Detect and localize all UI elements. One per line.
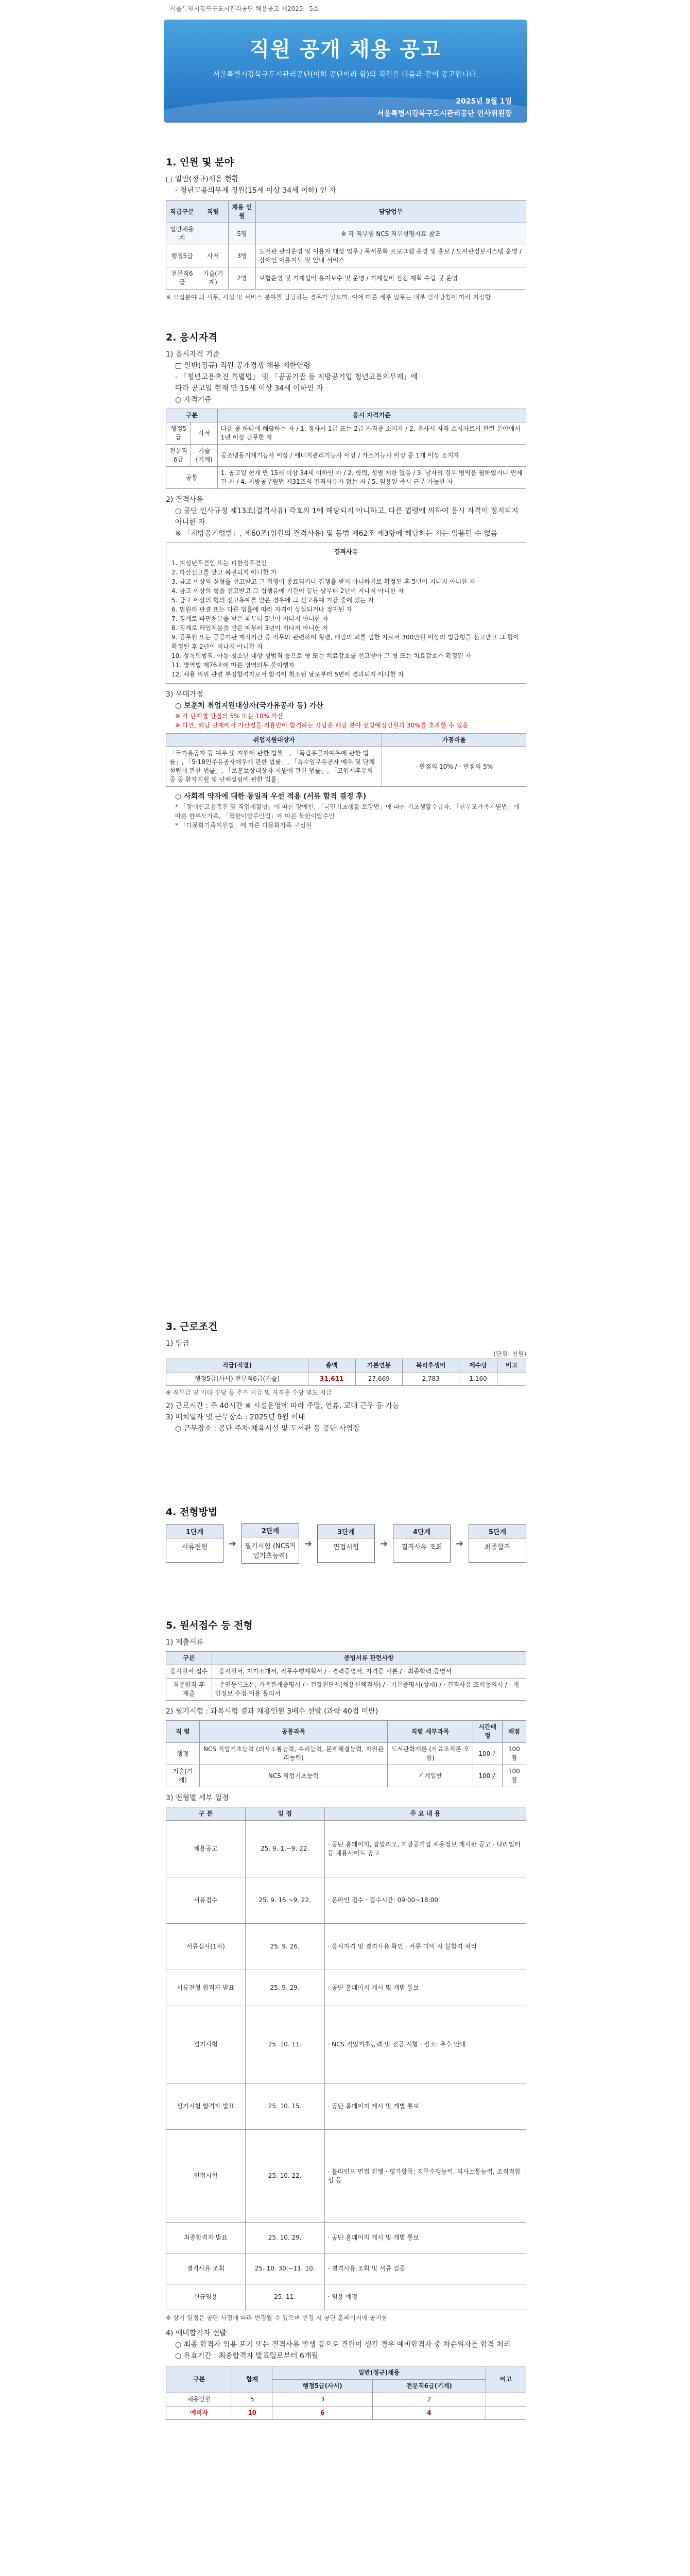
table-cell: 1,160 — [459, 1372, 497, 1386]
arrow-right-icon: ➔ — [380, 1538, 388, 1549]
table-cell: · 블라인드 면접 진행 · 평가항목: 직무수행능력, 의사소통능력, 조직적합성 등 — [324, 2130, 526, 2223]
list-item: 8. 징계로 해임처분을 받은 때부터 3년이 지나지 아니한 자 — [171, 624, 329, 632]
step-label: 면접시험 — [333, 1544, 359, 1551]
table-cell: 도서관학개론 (자료조직론 포함) — [388, 1743, 473, 1765]
documents-table — [166, 1651, 526, 1701]
table-cell: 25. 9. 15.~9. 22. — [245, 1877, 324, 1924]
list-item: 9. 공무원 또는 공공기관 재직기간 중 직무와 관련하여 횡령, 배임의 죄를 범한 자로서 300만원 이상의 벌금형을 선고받고 그 형이 확정된 후 2년이 지나지 아니한 자 — [171, 634, 519, 650]
table-cell: 면접시험 — [166, 2130, 246, 2223]
section-title: 2. 응시자격 — [166, 332, 218, 343]
table-cell: 5 — [232, 2393, 272, 2406]
table-cell: NCS 직업기초능력 — [199, 1765, 388, 1787]
exam-table — [166, 1720, 526, 1787]
table-cell: 기술(기계) — [191, 445, 217, 467]
list-item: 10. 성폭력범죄, 아동·청소년 대상 성범죄 등으로 형 또는 치료감호를 선고받아 그 형 또는 치료감호가 확정된 자 — [171, 652, 472, 659]
text-line: □ 일반(정규) 직원 공개경쟁 채용 제한연령 — [175, 362, 310, 370]
text-line: ○ 공단 인사규정 제13조(결격사유) 각호의 1에 해당되지 아니하고, 다른 법령에 의하여 응시 자격이 정지되지 아니한 자 — [175, 507, 519, 527]
table-cell: 행정 — [166, 1743, 200, 1765]
table-header: 응시 자격기준 — [217, 409, 526, 422]
table-row — [166, 1924, 526, 1970]
table-cell: 기계일반 — [388, 1765, 473, 1787]
table-header: 담당업무 — [256, 201, 526, 223]
text-line: 3) 배치일자 및 근무장소 : 2025년 9월 이내 — [166, 1413, 305, 1421]
table-cell: 행정5급 — [166, 245, 198, 267]
reserve-table — [166, 2366, 526, 2420]
text-line: 따라 공고일 현재 만 15세 이상 34세 이하인 자 — [175, 384, 323, 393]
table-row — [166, 1765, 526, 1787]
text-line: 4) 예비합격자 선발 — [166, 2329, 227, 2337]
arrow-right-icon: ➔ — [304, 1538, 313, 1549]
text-line: 2) 결격사유 — [166, 496, 203, 504]
note: ※ 상기 일정은 공단 사정에 따라 변경될 수 있으며 변경 시 공단 홈페이지에 공지함 — [166, 2314, 388, 2321]
table-row — [166, 2083, 526, 2130]
table-header: 공통과목 — [199, 1721, 388, 1743]
page-subtitle: 서울특별시강북구도시관리공단(이하 공단이라 함)의 직원을 다음과 같이 공고합니다. — [213, 71, 478, 79]
text-line: - 청년고용의무제 정원(15세 이상 34세 이하) 인 자 — [175, 187, 336, 195]
table-cell: 최종합격 후 제출 — [166, 1679, 212, 1701]
text-line: 1) 제출서류 — [166, 1638, 203, 1647]
table-header: 전문직6급(기계) — [373, 2380, 486, 2393]
table-row — [166, 2284, 526, 2310]
table-cell: 도서관 관리운영 및 이용자 대상 업무 / 독서문화 프로그램 운영 및 홍보 / 도서관정보시스템 운영 / 장애인 이용지도 및 안내 서비스 — [256, 245, 526, 267]
table-cell: - 만점의 10% / - 만점의 5% — [382, 747, 526, 787]
section-positions — [166, 155, 526, 302]
table-cell: 신규임용 — [166, 2284, 246, 2310]
section-title: 4. 전형방법 — [166, 1506, 218, 1518]
page-title: 직원 공개 채용 공고 — [249, 38, 442, 61]
table-cell: 예비자 — [166, 2406, 232, 2420]
table-row — [166, 1970, 526, 2006]
table-cell: 전문직6급 — [166, 445, 191, 467]
qualification-table — [166, 409, 526, 489]
table-cell: 채용공고 — [166, 1821, 246, 1877]
table-cell: 「국가유공자 등 예우 및 지원에 관한 법률」, 「독립유공자예우에 관한 법률」, 「5·18민주유공자예우에 관한 법률」, 「특수임무유공자 예우 및 단체설립에 관한 법률」, 「보훈보상대상자 지원에 관한 법률」, 「고엽제후유의증 등 환자지원 및 단체설립에 관한 법률」 — [166, 747, 382, 787]
table-cell: 25. 11. — [245, 2284, 324, 2310]
process-step — [469, 1524, 526, 1563]
table-row — [166, 1821, 526, 1877]
table-header: 구분 — [166, 409, 218, 422]
table-header: 비고 — [486, 2366, 526, 2393]
table-header: 직급구분 — [166, 201, 198, 223]
text-line: ○ 사회적 약자에 대한 동일직 우선 적용 (서류 합격 결정 후) — [175, 792, 367, 801]
table-header: 직렬 — [198, 201, 228, 223]
table-header: 복리후생비 — [403, 1359, 459, 1372]
table-cell: 공조냉동기계기능사 이상 / 에너지관리기능사 이상 / 가스기능사 이상 중 1개 이상 소지자 — [217, 445, 526, 467]
table-header: 행정5급(사서) — [272, 2380, 373, 2393]
table-cell: · 공단 홈페이지, 잡알리오, 지방공기업 채용정보 게시판 공고 · 나라일터 등 채용사이트 공고 — [324, 1821, 526, 1877]
table-header: 주 요 내 용 — [324, 1807, 526, 1821]
table-cell: 사서 — [191, 422, 217, 445]
section-conditions — [166, 1319, 526, 1434]
table-row — [166, 267, 526, 290]
table-cell: 31,611 — [308, 1372, 355, 1386]
table-cell: 5명 — [228, 223, 256, 245]
step-label: 결격사유 조회 — [401, 1544, 442, 1551]
list-item: 3. 금고 이상의 실형을 선고받고 그 집행이 종료되거나 집행을 받지 아니하기로 확정된 후 5년이 지나지 아니한 자 — [171, 578, 476, 585]
table-cell — [497, 1372, 526, 1386]
table-cell: 서류접수 — [166, 1877, 246, 1924]
arrow-right-icon: ➔ — [228, 1538, 237, 1549]
table-cell: · 공단 홈페이지 게시 및 개별 통보 — [324, 2223, 526, 2253]
table-header: 구분 — [166, 1652, 212, 1665]
table-cell — [486, 2406, 526, 2420]
table-cell: 25. 10. 22. — [245, 2130, 324, 2223]
step-number: 4단계 — [393, 1525, 450, 1538]
bonus-table — [166, 733, 526, 787]
step-label: 필기시험 (NCS직업기초능력) — [245, 1543, 296, 1560]
table-row — [166, 467, 526, 489]
list-item: 4. 금고 이상의 형을 선고받고 그 집행유예 기간이 끝난 날부터 2년이 지나지 아니한 자 — [171, 587, 404, 595]
table-cell: 서류심사(1차) — [166, 1924, 246, 1970]
process-step — [242, 1523, 299, 1564]
table-cell: 6 — [272, 2406, 373, 2420]
text-line: 3) 전형별 세부 일정 — [166, 1794, 229, 1802]
text-line: - 「청년고용촉진 특별법」 및 「공공기관 등 지방공기업 청년고용의무제」에 — [175, 373, 418, 381]
table-row — [166, 223, 526, 245]
table-cell: 1. 공고일 현재 만 15세 이상 34세 이하인 자 / 2. 학력, 성별 제한 없음 / 3. 남자의 경우 병역을 필하였거나 면제된 자 / 4. 지방공무원법 제31조의 결격사유가 없는 자 / 5. 임용일 즉시 근무 가능한 자 — [217, 467, 526, 489]
text-line: 3) 우대가점 — [166, 690, 203, 699]
table-cell: 2명 — [228, 267, 256, 290]
table-row — [166, 747, 526, 787]
note: * 「장애인고용촉진 및 직업재활법」에 따른 장애인, 「국민기초생활 보장법」에 따른 기초생활수급자, 「한부모가족지원법」에 따른 한부모가족, 「북한이탈주민법」에 따른 북한이탈주민 — [175, 803, 520, 820]
table-cell: 기술(기계) — [198, 267, 228, 290]
text-line: ○ 근무장소 : 공단 주차·체육시설 및 도서관 등 공단 사업장 — [175, 1425, 360, 1433]
table-row — [166, 2393, 526, 2406]
table-header: 배점 — [502, 1721, 526, 1743]
list-item: 6. 법원의 판결 또는 다른 법률에 따라 자격이 상실되거나 정지된 자 — [171, 606, 352, 613]
table-row — [166, 445, 526, 467]
table-header: 직 렬 — [166, 1721, 200, 1743]
table-cell — [198, 223, 228, 245]
table-cell: 25. 9. 29. — [245, 1970, 324, 2006]
table-cell: 25. 10. 29. — [245, 2223, 324, 2253]
table-row — [166, 1372, 526, 1386]
text-line: ○ 자격기준 — [175, 396, 212, 404]
list-item: 2. 파산선고를 받고 복권되지 아니한 자 — [171, 569, 277, 576]
table-row — [166, 1877, 526, 1924]
box-title: 결격사유 — [334, 548, 358, 555]
process-step — [166, 1524, 223, 1563]
table-cell: ※ 각 직무별 NCS 직무설명자료 참조 — [256, 223, 526, 245]
table-header: 일 정 — [245, 1807, 324, 1821]
table-header: 합계 — [232, 2366, 272, 2393]
section-title: 1. 인원 및 분야 — [166, 157, 234, 168]
table-cell: 전문직6급 — [166, 267, 198, 290]
salary-table — [166, 1359, 526, 1386]
table-cell: 25. 9. 26. — [245, 1924, 324, 1970]
unit-label: (단위: 천원) — [493, 1350, 526, 1358]
table-header: 시간배정 — [473, 1721, 502, 1743]
table-row — [166, 1665, 526, 1679]
table-cell: 필기시험 합격자 발표 — [166, 2083, 246, 2130]
table-row — [166, 1743, 526, 1765]
hero-banner — [164, 20, 527, 123]
table-cell: 공통 — [166, 467, 218, 489]
table-cell: · 공단 홈페이지 게시 및 개별 통보 — [324, 1970, 526, 2006]
schedule-table — [166, 1807, 526, 2310]
announcement-org: 서울특별시강북구도시관리공단 인사위원장 — [377, 110, 512, 118]
step-label: 최종합격 — [484, 1544, 511, 1551]
table-cell: · NCS 직업기초능력 및 전공 시험 · 장소: 추후 안내 — [324, 2006, 526, 2083]
step-number: 3단계 — [318, 1525, 374, 1538]
table-cell: · 온라인 접수 · 접수시간: 09:00~18:00 — [324, 1877, 526, 1924]
table-row — [166, 422, 526, 445]
table-cell: 기술(기계) — [166, 1765, 200, 1787]
table-header: 직렬 세부과목 — [388, 1721, 473, 1743]
section-process — [166, 1504, 526, 1564]
table-row — [166, 2006, 526, 2083]
section-title: 5. 원서접수 등 전형 — [166, 1620, 253, 1631]
note: ※ 직무급 및 기타 수당 등 추가 지급 및 자격증 수당 별도 지급 — [166, 1389, 332, 1396]
table-cell: 2,783 — [403, 1372, 459, 1386]
table-cell: 100점 — [502, 1743, 526, 1765]
text-line: 2) 필기시험 : 과목시험 결과 채용인원 3배수 선발 (과락 40점 미만) — [166, 1707, 378, 1716]
table-cell: 필기시험 — [166, 2006, 246, 2083]
text-line: ※ 「지방공기업법」, 제60조(임원의 결격사유) 및 동법 제62조 제3항에 해당하는 자는 임용될 수 없음 — [175, 530, 498, 538]
process-step — [393, 1524, 451, 1563]
table-header: 총액 — [308, 1359, 355, 1372]
text-line: 1) 임금 — [166, 1340, 189, 1348]
section-title: 3. 근로조건 — [166, 1321, 218, 1332]
table-header: 직급(직렬) — [166, 1359, 308, 1372]
table-cell: 25. 10. 30.~11. 10. — [245, 2253, 324, 2284]
disqualification-box — [166, 543, 526, 684]
table-header: 비고 — [497, 1359, 526, 1372]
table-cell: 10 — [232, 2406, 272, 2420]
table-cell: · 응시원서, 자기소개서, 직무수행계획서 / · 경력증명서, 자격증 사본 / · 최종학력 증명서 — [212, 1665, 526, 1679]
step-label: 서류전형 — [181, 1544, 208, 1551]
table-cell: 일반채용 계 — [166, 223, 198, 245]
table-header: 구분 — [166, 2366, 232, 2393]
text-line: 1) 응시자격 기준 — [166, 350, 220, 359]
section-qualifications — [166, 330, 526, 830]
note: ※ 각 단계별 만점의 5% 또는 10% 가산 — [175, 713, 283, 720]
note: ※ 다만, 해당 단계에서 가산점을 적용받아 합격하는 사람은 해당 분야 선발예정인원의 30%를 초과할 수 없음 — [175, 722, 469, 729]
table-row — [166, 1679, 526, 1701]
table-cell: 사서 — [198, 245, 228, 267]
step-number: 2단계 — [242, 1524, 299, 1537]
table-header: 기본연봉 — [355, 1359, 403, 1372]
table-row — [166, 2253, 526, 2284]
note: * 「다문화가족지원법」에 따른 다문화가족 구성원 — [175, 822, 312, 829]
table-cell: 100분 — [473, 1743, 502, 1765]
table-cell — [486, 2393, 526, 2406]
table-row — [166, 2406, 526, 2420]
list-item: 1. 피성년후견인 또는 피한정후견인 — [171, 560, 267, 567]
table-header: 제수당 — [459, 1359, 497, 1372]
table-header: 채용 인원 — [228, 201, 256, 223]
table-cell: 27,669 — [355, 1372, 403, 1386]
announcement-number: 서울특별시강북구도시관리공단 채용공고 제2025 - 5호 — [170, 5, 319, 12]
table-cell: 25. 10. 15. — [245, 2083, 324, 2130]
step-number: 5단계 — [469, 1525, 526, 1538]
table-cell: 행정5급(사서) 전문직6급(기술) — [166, 1372, 308, 1386]
process-step — [317, 1524, 375, 1563]
table-header: 구 분 — [166, 1807, 246, 1821]
table-cell: 보험운영 및 기계설비 유지보수 및 운영 / 기계설비 점검 계획 수립 및 운영 — [256, 267, 526, 290]
table-row — [166, 2130, 526, 2223]
table-cell: 서류전형 합격자 발표 — [166, 1970, 246, 2006]
table-cell: 100분 — [473, 1765, 502, 1787]
table-cell: · 공단 홈페이지 게시 및 개별 통보 — [324, 2083, 526, 2130]
table-header: 취업지원대상자 — [166, 734, 382, 747]
text-line: □ 일반(정규)채용 현황 — [166, 175, 239, 183]
table-cell: 행정5급 — [166, 422, 191, 445]
announcement-date: 2025년 9월 1일 — [456, 97, 512, 106]
table-cell: 4 — [373, 2406, 486, 2420]
table-cell: · 결격사유 조회 및 서류 검증 — [324, 2253, 526, 2284]
list-item: 5. 금고 이상의 형의 선고유예를 받은 경우에 그 선고유예 기간 중에 있는 자 — [171, 597, 374, 604]
text-line: ○ 보훈처 취업지원대상자(국가유공자 등) 가산 — [175, 702, 323, 710]
table-cell: 결격사유 조회 — [166, 2253, 246, 2284]
table-cell: 25. 9. 1.~9. 22. — [245, 1821, 324, 1877]
text-line: 2) 근로시간 : 주 40시간 ※ 시설운영에 따라 주말, 연휴, 교대 근무 등 가능 — [166, 1402, 400, 1410]
table-cell: · 주민등록초본, 가족관계증명서 / · 건강진단서(채용신체검사) / · 기본증명서(상세) / · 결격사유 조회동의서 / · 개인정보 수집·이용 동의서 — [212, 1679, 526, 1701]
table-header: 가점비율 — [382, 734, 526, 747]
table-cell: 채용인원 — [166, 2393, 232, 2406]
table-cell: · 응시자격 및 결격사유 확인 · 서류 미비 시 불합격 처리 — [324, 1924, 526, 1970]
table-cell: 최종합격자 발표 — [166, 2223, 246, 2253]
table-row — [166, 2223, 526, 2253]
table-cell: 2 — [373, 2393, 486, 2406]
table-cell: 100점 — [502, 1765, 526, 1787]
arrow-right-icon: ➔ — [455, 1538, 464, 1549]
table-header: 일반(정규)채용 — [272, 2366, 486, 2380]
text-line: ○ 유효기간 : 최종합격자 발표일로부터 6개월 — [175, 2352, 318, 2360]
list-item: 12. 채용 비위 관련 부정합격자로서 합격이 취소된 날로부터 5년이 경과되지 아니한 자 — [171, 671, 404, 678]
table-cell: 응시원서 접수 — [166, 1665, 212, 1679]
text-line: ○ 최종 합격자 임용 포기 또는 결격사유 발생 등으로 결원이 생길 경우 예비합격자 중 차순위자를 합격 처리 — [175, 2341, 511, 2349]
step-number: 1단계 — [166, 1525, 223, 1538]
table-row — [166, 245, 526, 267]
list-item: 11. 병역법 제76조에 따른 병역의무 불이행자 — [171, 662, 295, 669]
section-application — [166, 1618, 526, 2420]
process-flow — [166, 1523, 526, 1564]
note: ※ 모집분야 외 사무, 시설 및 서비스 분야를 담당하는 경우가 있으며, 이에 따른 세부 업무는 내부 인사방침에 따라 지정함 — [166, 294, 491, 301]
list-item: 7. 징계로 파면처분을 받은 때부터 5년이 지나지 아니한 자 — [171, 615, 329, 622]
table-cell: 다음 중 하나에 해당하는 자 / 1. 정사서 1급 또는 2급 자격증 소지자 / 2. 준사서 자격 소지자로서 관련 분야에서 1년 이상 근무한 자 — [217, 422, 526, 445]
table-header: 증빙서류 관련사항 — [212, 1652, 526, 1665]
table-cell: 3 — [272, 2393, 373, 2406]
positions-table — [166, 200, 526, 290]
table-cell: 25. 10. 11. — [245, 2006, 324, 2083]
table-cell: NCS 직업기초능력 (의사소통능력, 수리능력, 문제해결능력, 자원관리능력) — [199, 1743, 388, 1765]
table-cell: 3명 — [228, 245, 256, 267]
table-cell: · 임용 예정 — [324, 2284, 526, 2310]
